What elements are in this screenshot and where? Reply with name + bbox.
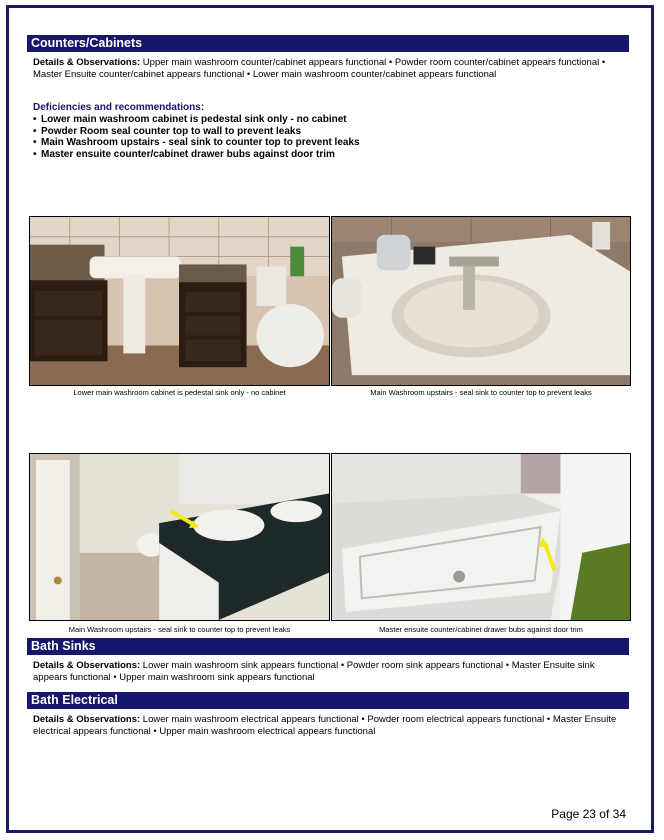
photo-pedestal-sink bbox=[29, 216, 330, 386]
deficiencies-title: Deficiencies and recommendations: bbox=[33, 102, 205, 113]
bath-electrical-details-text: Lower main washroom electrical appears functional • Powder room electrical appears functional • Master Ensuite electrical appears functional • Upper main washroom electrical appears functional bbox=[33, 714, 617, 737]
photo-caption: Lower main washroom cabinet is pedestal sink only - no cabinet bbox=[73, 388, 286, 397]
deficiency-item: • Powder Room seal counter top to wall to prevent leaks bbox=[33, 126, 623, 138]
photo-ensuite-drawer bbox=[331, 453, 631, 621]
deficiency-item: • Main Washroom upstairs - seal sink to counter top to prevent leaks bbox=[33, 137, 623, 149]
deficiencies-list bbox=[33, 114, 623, 160]
bath-electrical-section-header: Bath Electrical bbox=[27, 692, 629, 709]
bath-electrical-details bbox=[33, 714, 623, 737]
bath-sinks-section-header: Bath Sinks bbox=[27, 638, 629, 655]
photo-caption: Main Washroom upstairs - seal sink to counter top to prevent leaks bbox=[68, 625, 291, 634]
bath-electrical-details-label: Details & Observations: bbox=[33, 714, 141, 725]
bath-sinks-details-label: Details & Observations: bbox=[33, 660, 141, 671]
photo-caption: Master ensuite counter/cabinet drawer bubs against door trim bbox=[379, 625, 583, 634]
photo-sink-counter bbox=[331, 216, 631, 386]
deficiency-item: • Master ensuite counter/cabinet drawer bubs against door trim bbox=[33, 149, 623, 161]
page-number: Page 23 of 34 bbox=[551, 807, 626, 821]
counters-section-header: Counters/Cabinets bbox=[27, 35, 629, 52]
counters-details-text: Upper main washroom counter/cabinet appears functional • Powder room counter/cabinet appears functional • Master Ensuite counter/cabinet appears functional • Lower main washroom counter/cabinet appears functional bbox=[33, 57, 606, 80]
photo-upstairs-washroom bbox=[29, 453, 330, 621]
bath-sinks-details bbox=[33, 660, 623, 683]
deficiency-item: • Lower main washroom cabinet is pedestal sink only - no cabinet bbox=[33, 114, 623, 126]
bath-sinks-details-text: Lower main washroom sink appears functional • Powder room sink appears functional • Master Ensuite sink appears functional • Upper main washroom sink appears functional bbox=[33, 660, 595, 683]
counters-details-label: Details & Observations: bbox=[33, 57, 141, 68]
counters-details bbox=[33, 57, 623, 80]
photo-caption: Main Washroom upstairs - seal sink to counter top to prevent leaks bbox=[370, 388, 592, 397]
